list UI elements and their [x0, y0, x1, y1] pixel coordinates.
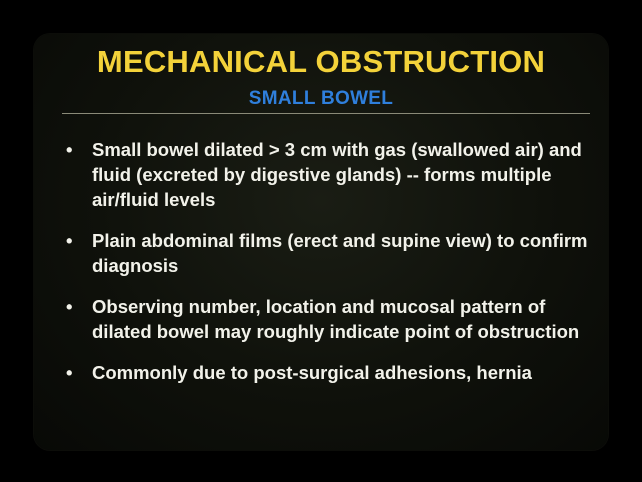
bullet-item-observing [62, 294, 592, 344]
bullet-icon: • [66, 296, 73, 317]
bullet-item-causes [62, 360, 592, 385]
bullet-text: Observing number, location and mucosal pattern of dilated bowel may roughly indicate point of obstruction [92, 296, 580, 342]
bullet-icon: • [66, 230, 73, 251]
slide-subtitle: SMALL BOWEL [248, 88, 394, 109]
bullet-item-plain-films [62, 228, 592, 278]
bullet-list [62, 137, 592, 401]
bullet-text: Plain abdominal films (erect and supine view) to confirm diagnosis [92, 230, 588, 276]
slide-title: MECHANICAL OBSTRUCTION [96, 44, 546, 79]
title-divider [62, 113, 590, 114]
bullet-item-dilation [62, 137, 592, 212]
bullet-text: Commonly due to post-surgical adhesions, hernia [92, 362, 532, 383]
bullet-icon: • [66, 362, 73, 383]
bullet-text: Small bowel dilated > 3 cm with gas (swallowed air) and fluid (excreted by digestive glands) -- forms multiple air/fluid levels [92, 139, 582, 210]
bullet-icon: • [66, 139, 73, 160]
